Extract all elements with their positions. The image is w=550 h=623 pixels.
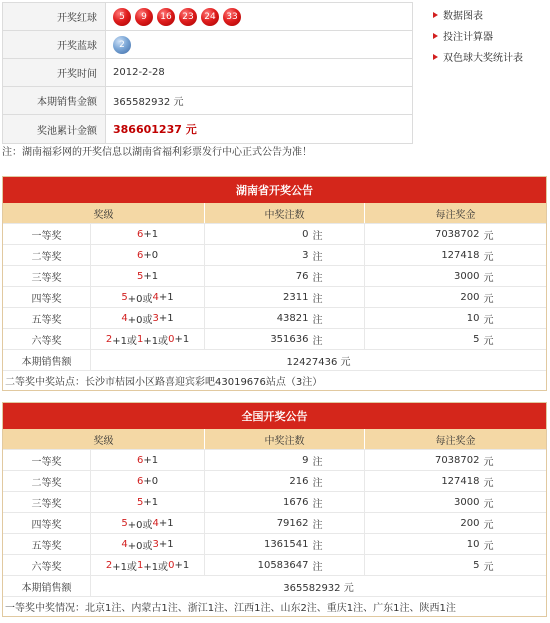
- winner-count: 10583647: [257, 559, 309, 571]
- pattern-part: +1: [143, 496, 159, 508]
- header-level: 奖级: [3, 429, 205, 449]
- prize-level: 一等奖: [3, 224, 91, 244]
- unit-label: 元: [483, 477, 494, 489]
- unit-label: 元: [483, 561, 494, 573]
- match-pattern: [91, 471, 205, 491]
- prize-level: 四等奖: [3, 287, 91, 307]
- link-bet-calculator[interactable]: [433, 25, 523, 46]
- sales-label: 本期销售额: [3, 350, 91, 370]
- pattern-part: 2: [105, 559, 113, 571]
- prize-amount-cell: [365, 555, 546, 575]
- table-row: [3, 244, 546, 265]
- winner-count-cell: [205, 471, 365, 491]
- winner-count-cell: [205, 513, 365, 533]
- link-label: 双色球大奖统计表: [443, 53, 523, 64]
- pattern-part: 3: [152, 538, 159, 550]
- prize-level: 五等奖: [3, 308, 91, 328]
- prize-amount-cell: [365, 224, 546, 244]
- pattern-part: +1: [158, 517, 174, 529]
- table-row: [3, 512, 546, 533]
- red-ball: 16: [157, 8, 175, 26]
- match-pattern: [91, 492, 205, 512]
- sales-row: [3, 87, 412, 115]
- match-pattern: [91, 224, 205, 244]
- table-row: [3, 286, 546, 307]
- unit-label: 注: [312, 519, 323, 531]
- unit-label: 元: [483, 314, 494, 326]
- prize-level: 三等奖: [3, 492, 91, 512]
- sales-value: 365582932 元: [283, 582, 354, 594]
- pattern-part: 1: [136, 333, 144, 345]
- winner-count: 43821: [276, 312, 309, 324]
- winner-count-cell: [205, 266, 365, 286]
- prize-amount-cell: [365, 308, 546, 328]
- pattern-part: 4: [152, 291, 159, 303]
- prize-amount: 5: [473, 333, 480, 345]
- blue-ball-row: [3, 31, 412, 59]
- prize-amount-cell: [365, 266, 546, 286]
- prize-amount-cell: [365, 471, 546, 491]
- red-balls: [106, 3, 412, 30]
- prize-amount: 10: [466, 312, 480, 324]
- winner-count-cell: [205, 329, 365, 349]
- pattern-part: +0或: [127, 293, 153, 305]
- section-title: 全国开奖公告: [3, 403, 546, 429]
- prize-amount-cell: [365, 534, 546, 554]
- draw-info-panel: [2, 2, 413, 144]
- unit-label: 元: [483, 251, 494, 263]
- pattern-part: 5: [136, 496, 144, 508]
- table-row: [3, 554, 546, 575]
- pattern-part: +1或: [143, 335, 169, 347]
- unit-label: 元: [483, 272, 494, 284]
- pattern-part: +1: [174, 333, 190, 345]
- unit-label: 元: [483, 498, 494, 510]
- winner-count: 79162: [276, 517, 309, 529]
- winner-count-cell: [205, 224, 365, 244]
- table-row: [3, 491, 546, 512]
- match-pattern: [91, 245, 205, 265]
- pool-label: 奖池累计金额: [3, 115, 106, 143]
- header-prize: 每注奖金: [435, 209, 476, 221]
- prize-amount: 7038702: [434, 454, 480, 466]
- table-row: [3, 533, 546, 554]
- table-row: [3, 307, 546, 328]
- unit-label: 注: [312, 293, 323, 305]
- prize-amount-cell: [365, 513, 546, 533]
- winner-count-cell: [205, 555, 365, 575]
- red-ball: 23: [179, 8, 197, 26]
- pattern-part: 4: [121, 312, 128, 324]
- sales-value: 12427436 元: [286, 356, 351, 368]
- unit-label: 元: [483, 293, 494, 305]
- winner-count-cell: [205, 534, 365, 554]
- arrow-right-icon: [433, 12, 438, 18]
- pattern-part: 1: [136, 559, 144, 571]
- sales-label: 本期销售额: [3, 576, 91, 596]
- winner-count-cell: [205, 492, 365, 512]
- prize-amount: 200: [460, 291, 480, 303]
- arrow-right-icon: [433, 33, 438, 39]
- link-label: 投注计算器: [443, 32, 493, 43]
- match-pattern: [91, 534, 205, 554]
- pattern-part: 4: [152, 517, 159, 529]
- pattern-part: +1或: [112, 561, 137, 573]
- national-results-table: [2, 402, 547, 617]
- pattern-part: +0: [143, 475, 159, 487]
- winner-count: 9: [302, 454, 309, 466]
- match-pattern: [91, 266, 205, 286]
- red-ball: 24: [201, 8, 219, 26]
- header-level: 奖级: [3, 203, 205, 223]
- pattern-part: +0或: [127, 519, 153, 531]
- link-data-chart[interactable]: [433, 4, 523, 25]
- prize-amount: 3000: [454, 270, 480, 282]
- prize-level: 一等奖: [3, 450, 91, 470]
- pattern-part: 3: [152, 312, 159, 324]
- table-header: [3, 429, 546, 449]
- prize-level: 六等奖: [3, 329, 91, 349]
- prize-amount: 127418: [441, 475, 480, 487]
- match-pattern: [91, 450, 205, 470]
- pattern-part: +1或: [143, 561, 169, 573]
- winner-distribution: 一等奖中奖情况：北京1注、内蒙古1注、浙江1注、江西1注、山东2注、重庆1注、广东1注、陕西1注: [3, 596, 546, 616]
- match-pattern: [91, 555, 205, 575]
- prize-level: 六等奖: [3, 555, 91, 575]
- header-count: 中奖注数: [205, 429, 365, 449]
- prize-amount-cell: [365, 329, 546, 349]
- pattern-part: 6: [136, 454, 144, 466]
- pattern-part: 5: [136, 270, 144, 282]
- sales-amount: 365582932 元: [113, 97, 184, 108]
- prize-level: 三等奖: [3, 266, 91, 286]
- pattern-part: +1: [158, 538, 174, 550]
- unit-label: 元: [483, 456, 494, 468]
- winner-count: 3: [302, 249, 309, 261]
- pattern-part: +1: [143, 454, 159, 466]
- pattern-part: 6: [136, 228, 144, 240]
- draw-date-label: 开奖时间: [3, 59, 106, 86]
- prize-level: 四等奖: [3, 513, 91, 533]
- pattern-part: 5: [121, 517, 128, 529]
- header-count: 中奖注数: [205, 203, 365, 223]
- pattern-part: +1: [143, 228, 159, 240]
- table-row: [3, 449, 546, 470]
- pattern-part: +1: [174, 559, 190, 571]
- table-row: [3, 265, 546, 286]
- winner-count: 76: [295, 270, 309, 282]
- unit-label: 元: [483, 519, 494, 531]
- unit-label: 注: [312, 477, 323, 489]
- winner-count-cell: [205, 450, 365, 470]
- quick-links: [433, 4, 523, 67]
- unit-label: 元: [483, 540, 494, 552]
- unit-label: 注: [312, 456, 323, 468]
- winner-count: 351636: [270, 333, 309, 345]
- winner-count-cell: [205, 245, 365, 265]
- prize-level: 五等奖: [3, 534, 91, 554]
- link-label: 数据图表: [443, 11, 483, 22]
- pattern-part: 6: [136, 475, 144, 487]
- prize-amount-cell: [365, 245, 546, 265]
- winner-count-cell: [205, 308, 365, 328]
- table-header: [3, 203, 546, 223]
- prize-amount-cell: [365, 450, 546, 470]
- pattern-part: +0: [143, 249, 159, 261]
- winner-count: 2311: [283, 291, 309, 303]
- prize-level: 二等奖: [3, 245, 91, 265]
- pattern-part: 2: [105, 333, 113, 345]
- section-title: 湖南省开奖公告: [3, 177, 546, 203]
- unit-label: 元: [483, 335, 494, 347]
- link-jackpot-stats[interactable]: [433, 46, 523, 67]
- pattern-part: 0: [168, 559, 175, 571]
- table-row: [3, 328, 546, 349]
- disclaimer-note: 注：湖南福彩网的开奖信息以湖南省福利彩票发行中心正式公告为准！: [2, 147, 312, 158]
- pattern-part: 5: [121, 291, 128, 303]
- header-prize: 每注奖金: [435, 435, 476, 447]
- red-ball: 5: [113, 8, 131, 26]
- winner-stations: 二等奖中奖站点：长沙市桔园小区路喜迎宾彩吧43019676站点（3注）: [3, 370, 546, 390]
- pattern-part: 6: [136, 249, 144, 261]
- prize-amount: 5: [473, 559, 480, 571]
- winner-count: 1676: [283, 496, 309, 508]
- pattern-part: 0: [168, 333, 175, 345]
- pattern-part: +1或: [112, 335, 137, 347]
- unit-label: 注: [312, 561, 323, 573]
- pattern-part: 4: [121, 538, 128, 550]
- sales-row: [3, 349, 546, 370]
- prize-amount: 7038702: [434, 228, 480, 240]
- table-row: [3, 223, 546, 244]
- winner-count-cell: [205, 287, 365, 307]
- unit-label: 注: [312, 272, 323, 284]
- winner-count: 1361541: [263, 538, 309, 550]
- red-ball: 33: [223, 8, 241, 26]
- match-pattern: [91, 308, 205, 328]
- hunan-results-table: [2, 176, 547, 391]
- prize-level: 二等奖: [3, 471, 91, 491]
- red-balls-row: [3, 3, 412, 31]
- unit-label: 注: [312, 314, 323, 326]
- prize-amount: 200: [460, 517, 480, 529]
- winner-count: 216: [289, 475, 309, 487]
- unit-label: 注: [312, 335, 323, 347]
- pattern-part: +0或: [127, 314, 153, 326]
- arrow-right-icon: [433, 54, 438, 60]
- blue-ball-label: 开奖蓝球: [3, 31, 106, 58]
- pattern-part: +1: [158, 291, 174, 303]
- sales-row: [3, 575, 546, 596]
- blue-ball: 2: [113, 36, 131, 54]
- sales-label: 本期销售金额: [3, 87, 106, 114]
- match-pattern: [91, 329, 205, 349]
- prize-amount: 3000: [454, 496, 480, 508]
- match-pattern: [91, 513, 205, 533]
- unit-label: 元: [483, 230, 494, 242]
- draw-date: 2012-2-28: [113, 67, 165, 78]
- winner-count: 0: [302, 228, 309, 240]
- prize-amount-cell: [365, 492, 546, 512]
- pool-row: [3, 115, 412, 143]
- draw-date-row: [3, 59, 412, 87]
- unit-label: 注: [312, 540, 323, 552]
- prize-amount: 127418: [441, 249, 480, 261]
- prize-amount: 10: [466, 538, 480, 550]
- unit-label: 注: [312, 251, 323, 263]
- pool-amount: 386601237 元: [113, 123, 197, 136]
- unit-label: 注: [312, 498, 323, 510]
- match-pattern: [91, 287, 205, 307]
- pattern-part: +1: [143, 270, 159, 282]
- prize-amount-cell: [365, 287, 546, 307]
- red-balls-label: 开奖红球: [3, 3, 106, 30]
- pattern-part: +1: [158, 312, 174, 324]
- red-ball: 9: [135, 8, 153, 26]
- unit-label: 注: [312, 230, 323, 242]
- pattern-part: +0或: [127, 540, 153, 552]
- table-row: [3, 470, 546, 491]
